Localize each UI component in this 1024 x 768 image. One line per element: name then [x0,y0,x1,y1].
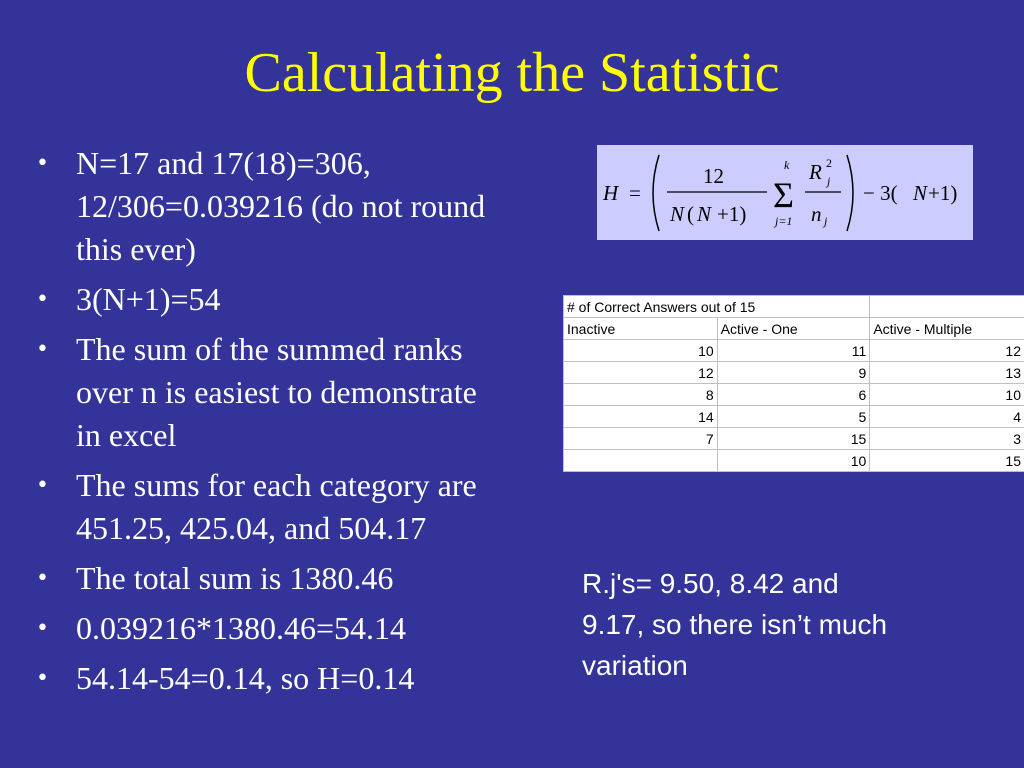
formula-den-plus1: +1) [717,202,747,226]
data-table [563,295,1024,472]
table-row [564,362,1024,384]
table-cell: 15 [717,428,870,450]
table-cell: 12 [564,362,718,384]
bullet-item [36,557,596,600]
bullet-icon: • [36,337,49,362]
sigma-icon: Σ [773,175,794,215]
formula-tail-b: +1) [928,181,958,205]
formula-tail-a: − 3( [863,181,898,205]
n-sub: j [824,214,828,228]
table-cell: 14 [564,406,718,428]
bullet-item [36,278,596,321]
table-row [564,406,1024,428]
table-cell: 10 [717,450,870,472]
note-line: R.j's= 9.50, 8.42 and [582,568,839,599]
formula-den-paren: ( [687,202,694,226]
bullet-line: 54.14-54=0.14, so H=0.14 [76,660,415,696]
bullet-icon: • [36,666,49,691]
n-term: n [811,202,822,226]
table-cell: 4 [870,406,1024,428]
table-title-row [564,296,1024,318]
bullet-line: The total sum is 1380.46 [76,560,394,596]
formula-den-n: N [670,202,685,226]
table-cell [564,450,718,472]
table-cell: 8 [564,384,718,406]
table-header-row [564,318,1024,340]
r-sub: j [827,174,831,188]
sum-upper: k [784,158,790,172]
table-cell: 15 [870,450,1024,472]
table-cell: 12 [870,340,1024,362]
formula-svg [597,145,973,240]
bullet-line: The sums for each category are [76,467,477,503]
bullet-line: 3(N+1)=54 [76,281,221,317]
bullet-item [36,607,596,650]
bullet-icon: • [36,566,49,591]
bullet-icon: • [36,616,49,641]
table-cell: 9 [717,362,870,384]
table-cell: 10 [564,340,718,362]
table-row [564,340,1024,362]
column-header: Active - One [717,318,870,340]
table-cell: 7 [564,428,718,450]
table-row [564,384,1024,406]
bullet-icon: • [36,473,49,498]
bullet-line: 0.039216*1380.46=54.14 [76,610,407,646]
kruskal-wallis-formula [597,145,973,240]
bullet-line: N=17 and 17(18)=306, [76,145,371,181]
bullet-line: The sum of the summed ranks [76,331,463,367]
table-cell: 13 [870,362,1024,384]
bullet-list [36,142,596,707]
bullet-item [36,464,596,550]
table-cell: 5 [717,406,870,428]
note-line: 9.17, so there isn’t much [582,609,888,640]
table-row [564,450,1024,472]
note-line: variation [582,650,688,681]
bullet-line: 451.25, 425.04, and 504.17 [76,510,427,546]
formula-numerator: 12 [703,164,724,188]
bullet-item [36,328,596,457]
right-paren [847,155,853,231]
bullet-line: 12/306=0.039216 (do not round [76,188,486,224]
bullet-icon: • [36,287,49,312]
formula-den-n2: N [697,202,712,226]
left-paren [653,155,659,231]
r-sup: 2 [826,156,832,170]
bullet-icon: • [36,151,49,176]
table-row [564,428,1024,450]
column-header: Active - Multiple [870,318,1024,340]
bullet-line: over n is easiest to demonstrate [76,374,477,410]
formula-h: H [603,181,619,205]
bullet-line: in excel [76,417,177,453]
sum-lower: j=1 [775,214,793,228]
slide-title: Calculating the Statistic [244,42,780,104]
bullet-item [36,142,596,271]
r-term: R [809,160,822,184]
bullet-line: this ever) [76,231,196,267]
table-title: # of Correct Answers out of 15 [564,296,870,318]
table-cell: 3 [870,428,1024,450]
bullet-item [36,657,596,700]
column-header: Inactive [564,318,718,340]
table-cell: 10 [870,384,1024,406]
note-text [582,563,1002,686]
table-cell [870,296,1024,318]
formula-tail-n: N [913,181,928,205]
formula-equals: = [629,181,641,205]
table-cell: 6 [717,384,870,406]
table-cell: 11 [717,340,870,362]
